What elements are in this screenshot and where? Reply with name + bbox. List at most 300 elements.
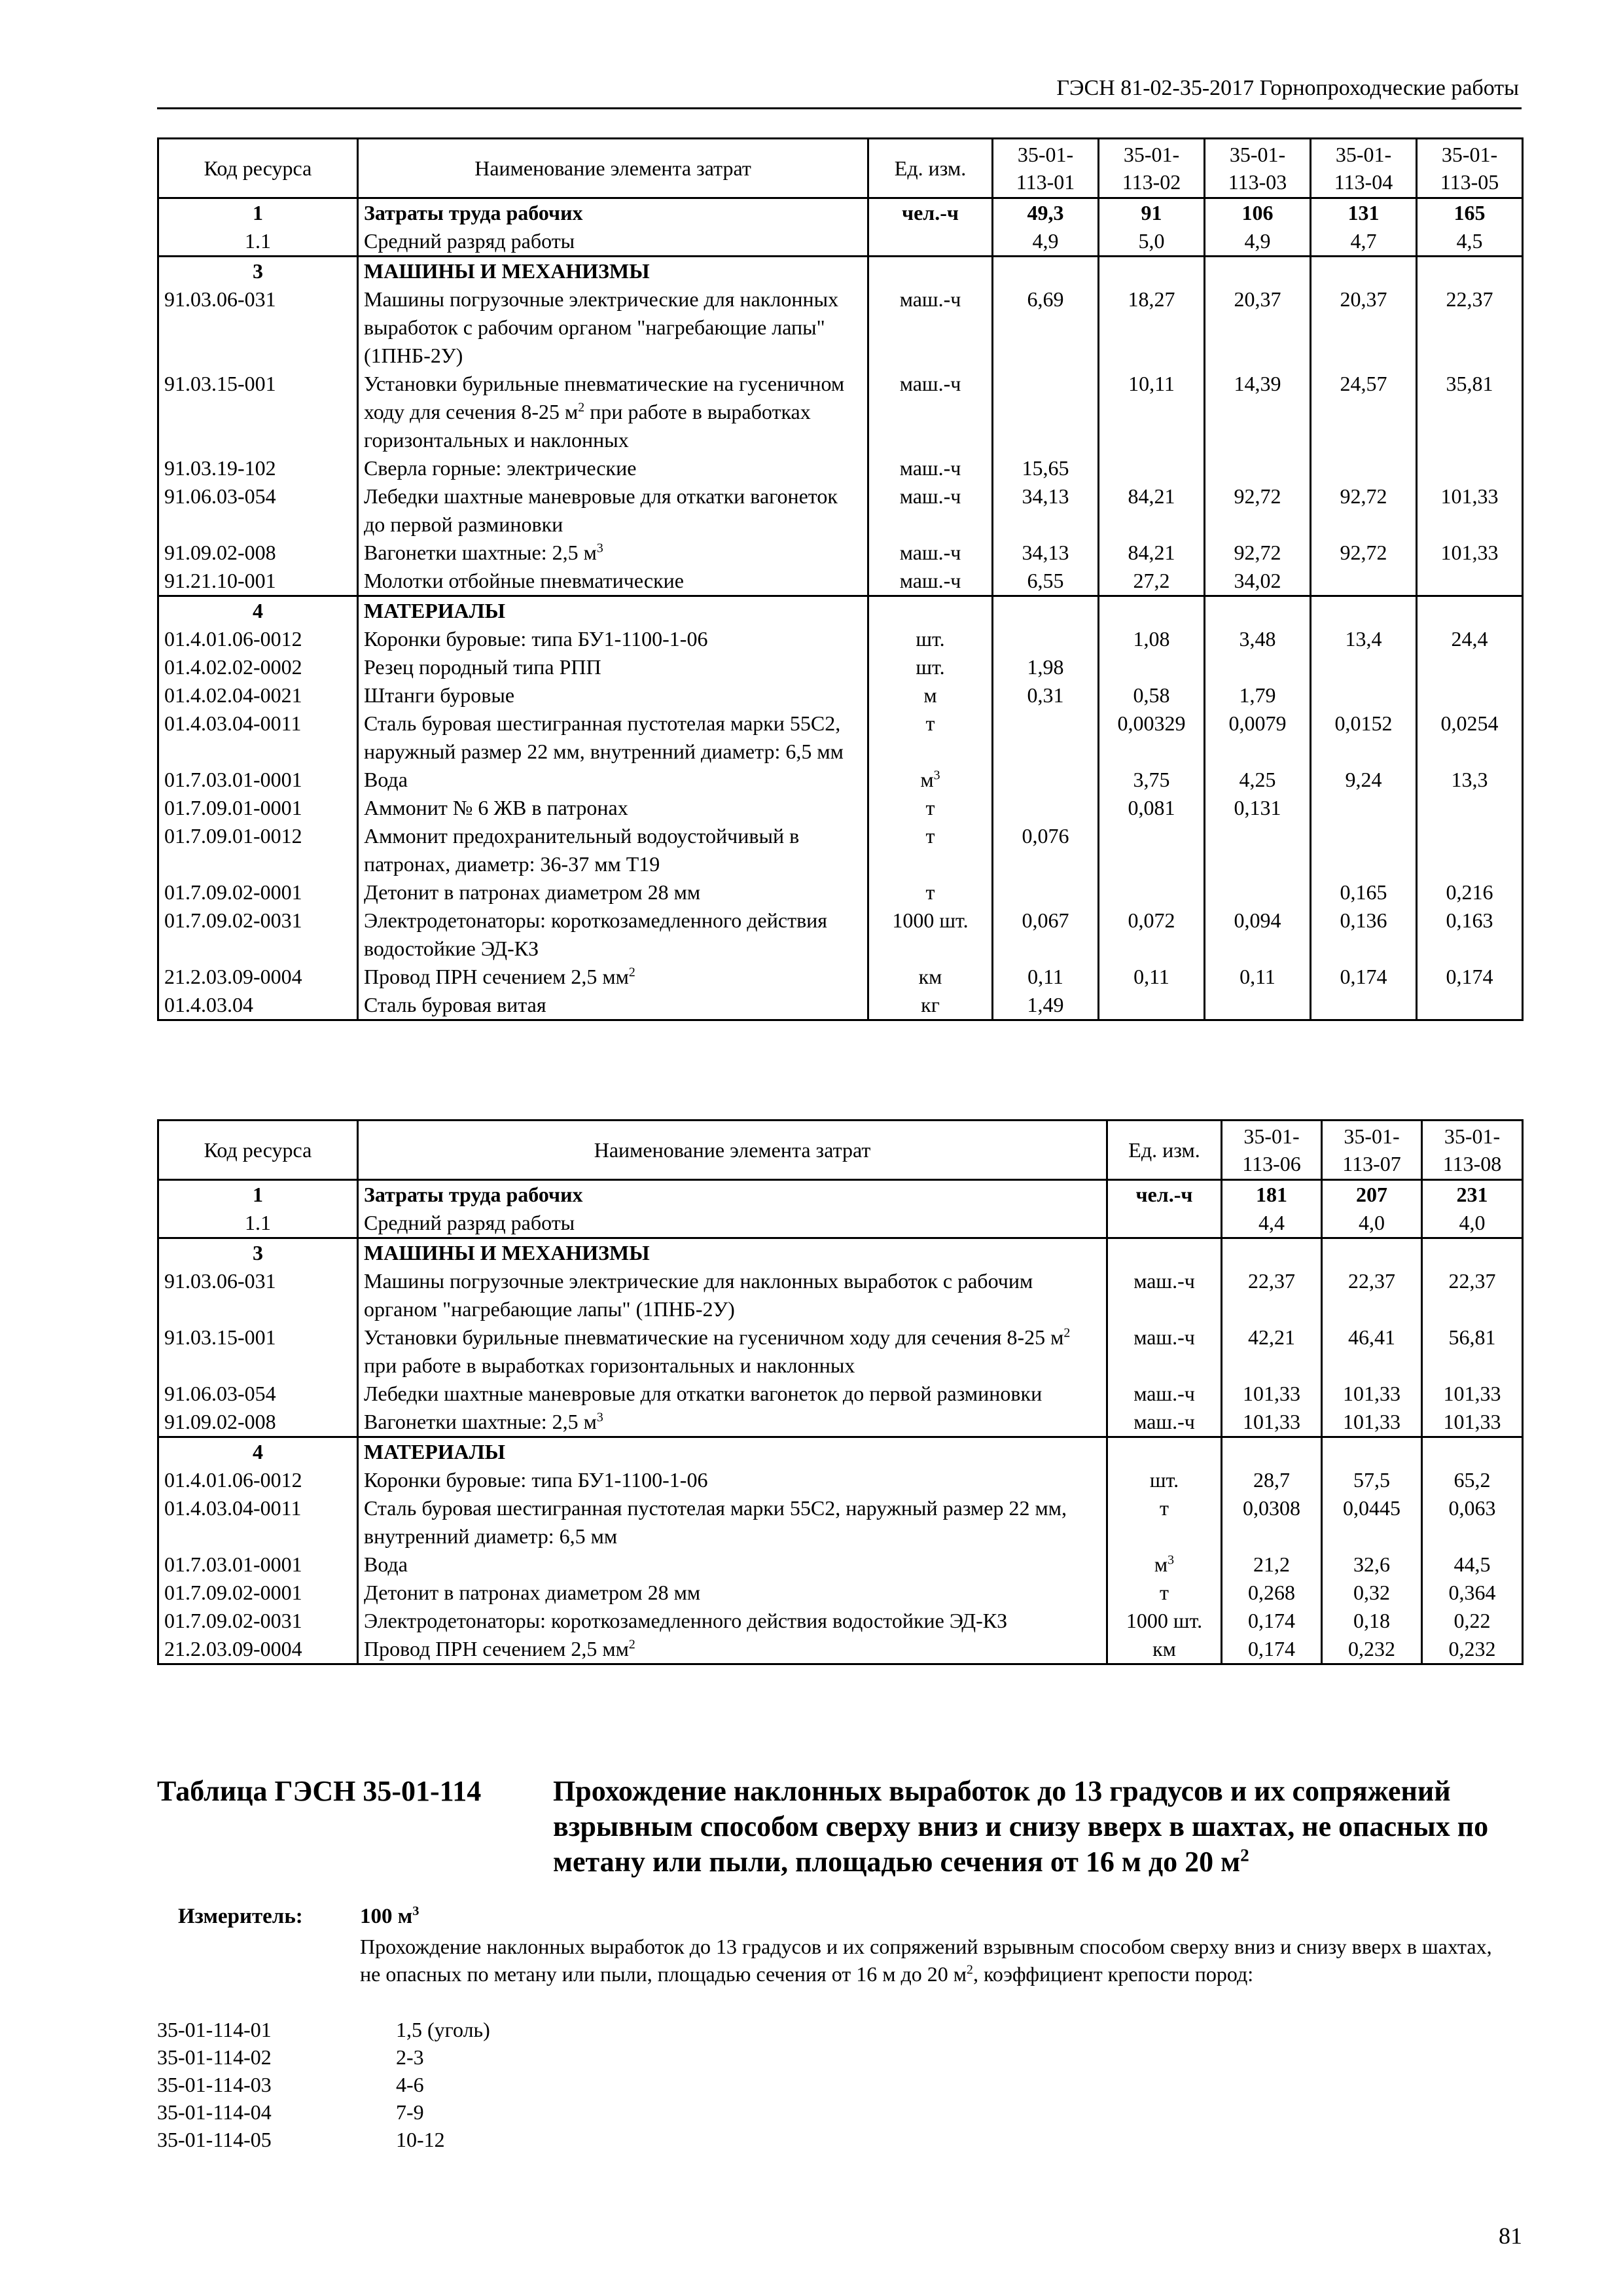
- rate-value: 34,02: [1205, 567, 1311, 596]
- column-header-rate: [1205, 139, 1311, 198]
- resource-unit: [1107, 1380, 1222, 1408]
- code-row: [157, 2043, 490, 2071]
- rate-value: 9,24: [1311, 766, 1417, 794]
- resource-code: 91.03.19-102: [158, 454, 358, 482]
- unit-text: шт.: [1149, 1468, 1179, 1492]
- table-row: [158, 1323, 1523, 1380]
- rate-code-part: 35-01-: [1441, 143, 1498, 166]
- resource-unit: [868, 370, 993, 454]
- strength-value: 7-9: [396, 2100, 424, 2124]
- rate-value: [1311, 567, 1417, 596]
- rate-value: 84,21: [1099, 482, 1205, 539]
- table-row: [158, 1209, 1523, 1238]
- resource-unit: [868, 709, 993, 766]
- table-row: [158, 963, 1523, 991]
- table-row: [158, 625, 1523, 653]
- rate-code: 35-01-114-01: [157, 2018, 272, 2041]
- rate-value: [993, 370, 1099, 454]
- resource-name-text: Средний разряд работы: [364, 229, 575, 253]
- rate-code-part: 35-01-: [1243, 1124, 1300, 1148]
- column-header-rate: [1322, 1121, 1422, 1180]
- resource-unit: [868, 766, 993, 794]
- resource-name-text: Коронки буровые: типа БУ1-1100-1-06: [364, 1468, 708, 1492]
- rate-value: 4,5: [1417, 227, 1523, 257]
- resource-unit: [868, 991, 993, 1020]
- resource-code: 1.1: [158, 1209, 358, 1238]
- unit-text: чел.-ч: [902, 201, 959, 224]
- rate-value: 0,136: [1311, 906, 1417, 963]
- unit-text: маш.-ч: [1133, 1382, 1195, 1405]
- superscript: 3: [596, 541, 603, 556]
- resource-unit: [868, 596, 993, 626]
- table-row: [158, 1380, 1523, 1408]
- rate-value: 101,33: [1417, 539, 1523, 567]
- resource-unit: [1107, 1267, 1222, 1323]
- rate-value: 101,33: [1322, 1380, 1422, 1408]
- rate-value: 3,75: [1099, 766, 1205, 794]
- resource-name: [358, 878, 868, 906]
- strength-value: 1,5 (уголь): [396, 2018, 490, 2041]
- resource-name: [358, 1635, 1107, 1664]
- resource-unit: [868, 625, 993, 653]
- resource-name: [358, 1408, 1107, 1437]
- table-row: [158, 198, 1523, 228]
- rate-value: 1,08: [1099, 625, 1205, 653]
- rate-value: 0,0152: [1311, 709, 1417, 766]
- resource-name-text: Лебедки шахтные маневровые для откатки вагонеток до первой разминовки: [364, 1382, 1043, 1405]
- strength-value: 2-3: [396, 2045, 424, 2069]
- resource-name: [358, 625, 868, 653]
- rate-value: [1099, 822, 1205, 878]
- rate-value: [993, 257, 1099, 286]
- resource-name-text: Детонит в патронах диаметром 28 мм: [364, 880, 701, 904]
- resource-name-text: Сталь буровая шестигранная пустотелая марки 55С2, наружный размер 22 мм, внутренний диаметр: 6,5 мм: [364, 1496, 1067, 1548]
- header-title: ГЭСН 81-02-35-2017 Горнопроходческие работы: [1056, 76, 1519, 100]
- rate-value: 0,063: [1422, 1494, 1523, 1551]
- resource-name: [358, 539, 868, 567]
- column-header-code: Код ресурса: [158, 1121, 358, 1180]
- resource-unit: [1107, 1494, 1222, 1551]
- rate-value: 0,165: [1311, 878, 1417, 906]
- resource-name-text: при работе в выработках горизонтальных и наклонных: [364, 1354, 855, 1377]
- resource-unit: [1107, 1466, 1222, 1494]
- resource-name: [358, 1267, 1107, 1323]
- resource-name: [358, 482, 868, 539]
- meter-label: Измеритель:: [178, 1905, 303, 1928]
- code-row: [157, 2071, 490, 2098]
- resource-code: 01.4.03.04-0011: [158, 1494, 358, 1551]
- rate-value: 0,11: [993, 963, 1099, 991]
- rate-value: [993, 625, 1099, 653]
- rate-value: [993, 709, 1099, 766]
- resource-name-text: Машины погрузочные электрические для наклонных выработок с рабочим органом "нагребающие лапы" (1ПНБ-2У): [364, 1269, 1033, 1321]
- rate-value: [993, 794, 1099, 822]
- table-row: [158, 794, 1523, 822]
- rate-value: [1417, 681, 1523, 709]
- rate-code-part: 35-01-: [1017, 143, 1074, 166]
- rate-value: [1322, 1238, 1422, 1268]
- resource-name: [358, 285, 868, 370]
- rate-value: [1417, 822, 1523, 878]
- superscript: 2: [628, 965, 635, 980]
- superscript: 2: [578, 400, 585, 415]
- rate-value: [1311, 822, 1417, 878]
- column-header-rate: [1222, 1121, 1322, 1180]
- rate-value: 20,37: [1205, 285, 1311, 370]
- rate-value: 165: [1417, 198, 1523, 228]
- rate-value: 34,13: [993, 539, 1099, 567]
- code-row: [157, 2098, 490, 2126]
- rate-value: 0,174: [1417, 963, 1523, 991]
- resource-code: 3: [158, 257, 358, 286]
- resource-name-text: Сверла горные: электрические: [364, 456, 637, 480]
- resource-name-text: Провод ПРН сечением 2,5 мм: [364, 1637, 629, 1660]
- rate-value: 21,2: [1222, 1551, 1322, 1579]
- rate-code-part: 35-01-: [1335, 143, 1392, 166]
- resource-name: [358, 596, 868, 626]
- rate-value: [1311, 681, 1417, 709]
- resource-code: 01.4.02.04-0021: [158, 681, 358, 709]
- table-label: Таблица ГЭСН 35-01-114: [157, 1775, 482, 1807]
- unit-text: маш.-ч: [899, 372, 961, 395]
- rate-value: [1311, 794, 1417, 822]
- rate-value: [1417, 257, 1523, 286]
- rate-value: 3,48: [1205, 625, 1311, 653]
- table-row: [158, 1551, 1523, 1579]
- rate-value: 1,49: [993, 991, 1099, 1020]
- resource-name-text: Электродетонаторы: короткозамедленного действия водостойкие ЭД-КЗ: [364, 908, 828, 960]
- resource-name-text: Затраты труда рабочих: [364, 1183, 583, 1206]
- rate-value: 4,0: [1422, 1209, 1523, 1238]
- column-header-name: Наименование элемента затрат: [358, 1121, 1107, 1180]
- rate-code: 35-01-114-03: [157, 2073, 272, 2096]
- rate-value: [1205, 257, 1311, 286]
- resource-unit: [868, 794, 993, 822]
- rate-value: 56,81: [1422, 1323, 1523, 1380]
- resource-code: 91.21.10-001: [158, 567, 358, 596]
- resource-unit: [1107, 1607, 1222, 1635]
- resource-table-2: [157, 1119, 1524, 1665]
- rate-value: [1311, 596, 1417, 626]
- rate-code-part: 113-08: [1442, 1152, 1502, 1175]
- rate-value: [1311, 653, 1417, 681]
- resource-name-text: Машины погрузочные электрические для наклонных выработок с рабочим органом "нагребающие лапы" (1ПНБ-2У): [364, 287, 839, 367]
- rate-value: 0,58: [1099, 681, 1205, 709]
- table-row: [158, 227, 1523, 257]
- resource-unit: [868, 198, 993, 228]
- resource-code: 91.03.06-031: [158, 1267, 358, 1323]
- table-row: [158, 285, 1523, 370]
- rate-value: [1417, 567, 1523, 596]
- rate-value: 49,3: [993, 198, 1099, 228]
- strength-value: 4-6: [396, 2073, 424, 2096]
- rate-value: 22,37: [1222, 1267, 1322, 1323]
- page-number: 81: [1499, 2223, 1522, 2249]
- rate-value: 0,131: [1205, 794, 1311, 822]
- column-header-rate: [1422, 1121, 1523, 1180]
- table-row: [158, 906, 1523, 963]
- resource-name: [358, 1494, 1107, 1551]
- rate-value: 0,081: [1099, 794, 1205, 822]
- unit-text: м: [1154, 1552, 1168, 1576]
- superscript: 3: [1168, 1552, 1175, 1568]
- rate-value: 0,11: [1205, 963, 1311, 991]
- rate-value: [1205, 822, 1311, 878]
- code-row: [157, 2126, 490, 2153]
- rate-value: 92,72: [1311, 539, 1417, 567]
- rate-value: 44,5: [1422, 1551, 1523, 1579]
- rate-value: 231: [1422, 1180, 1523, 1210]
- resource-code: 01.7.09.02-0001: [158, 1579, 358, 1607]
- meter-unit: 100 $м^3$: [360, 1904, 419, 1928]
- resource-code: 91.03.15-001: [158, 370, 358, 454]
- table-row: [158, 991, 1523, 1020]
- rate-value: 181: [1222, 1180, 1322, 1210]
- table-row: [158, 539, 1523, 567]
- resource-name: [358, 1466, 1107, 1494]
- unit-text: шт.: [916, 627, 945, 651]
- rate-value: 0,067: [993, 906, 1099, 963]
- rate-value: 0,268: [1222, 1579, 1322, 1607]
- resource-code: 91.06.03-054: [158, 482, 358, 539]
- rate-value: [1099, 991, 1205, 1020]
- rate-value: 4,4: [1222, 1209, 1322, 1238]
- table-row: [158, 1238, 1523, 1268]
- resource-unit: [868, 454, 993, 482]
- resource-name: [358, 257, 868, 286]
- resource-name-text: Сталь буровая шестигранная пустотелая марки 55С2, наружный размер 22 мм, внутренний диаметр: 6,5 мм: [364, 711, 844, 763]
- resource-name-text: МАШИНЫ И МЕХАНИЗМЫ: [364, 259, 650, 283]
- resource-code: 01.4.03.04: [158, 991, 358, 1020]
- rate-value: 101,33: [1422, 1408, 1523, 1437]
- resource-unit: [1107, 1209, 1222, 1238]
- resource-name-text: МАТЕРИАЛЫ: [364, 1440, 505, 1463]
- rate-value: [1417, 454, 1523, 482]
- resource-unit: [868, 539, 993, 567]
- resource-unit: [1107, 1238, 1222, 1268]
- superscript: 3: [596, 1410, 603, 1425]
- table-row: [158, 1635, 1523, 1664]
- rate-value: 4,7: [1311, 227, 1417, 257]
- unit-text: маш.-ч: [899, 456, 961, 480]
- column-header-unit: Ед. изм.: [868, 139, 993, 198]
- resource-name: [358, 1180, 1107, 1210]
- resource-unit: [868, 567, 993, 596]
- superscript: 2: [628, 1637, 635, 1652]
- resource-name-text: Сталь буровая витая: [364, 993, 546, 1016]
- resource-code: 4: [158, 1437, 358, 1467]
- rate-value: 5,0: [1099, 227, 1205, 257]
- rate-value: 57,5: [1322, 1466, 1422, 1494]
- rate-value: 0,163: [1417, 906, 1523, 963]
- resource-name-text: Лебедки шахтные маневровые для откатки вагонеток до первой разминовки: [364, 484, 838, 536]
- table-row: [158, 1408, 1523, 1437]
- rate-value: 18,27: [1099, 285, 1205, 370]
- rate-value: 46,41: [1322, 1323, 1422, 1380]
- rate-value: [1222, 1437, 1322, 1467]
- resource-code: 01.4.01.06-0012: [158, 625, 358, 653]
- rate-value: 207: [1322, 1180, 1422, 1210]
- unit-text: кг: [921, 993, 940, 1016]
- rate-value: [1417, 596, 1523, 626]
- unit-text: т: [1160, 1496, 1169, 1520]
- column-header-rate: [1099, 139, 1205, 198]
- rate-code-part: 35-01-: [1229, 143, 1286, 166]
- resource-name: [358, 1238, 1107, 1268]
- rate-value: [993, 596, 1099, 626]
- rate-value: 4,9: [993, 227, 1099, 257]
- rate-value: 1,98: [993, 653, 1099, 681]
- unit-text: маш.-ч: [1133, 1410, 1195, 1433]
- rate-value: 24,4: [1417, 625, 1523, 653]
- rate-value: 91: [1099, 198, 1205, 228]
- resource-code: 21.2.03.09-0004: [158, 1635, 358, 1664]
- table-row: [158, 1494, 1523, 1551]
- resource-name-text: Вагонетки шахтные: 2,5 м: [364, 541, 597, 564]
- table-row: [158, 370, 1523, 454]
- resource-unit: [868, 257, 993, 286]
- rate-code-part: 113-05: [1440, 170, 1499, 194]
- resource-name-text: Средний разряд работы: [364, 1211, 575, 1234]
- table-row: [158, 822, 1523, 878]
- rate-value: 92,72: [1205, 482, 1311, 539]
- resource-name: [358, 567, 868, 596]
- column-header-rate: [1311, 139, 1417, 198]
- unit-text: 1000 шт.: [1126, 1609, 1203, 1632]
- unit-text: маш.-ч: [1133, 1325, 1195, 1349]
- rate-value: [1311, 257, 1417, 286]
- unit-text: чел.-ч: [1135, 1183, 1193, 1206]
- code-list: [157, 2016, 490, 2153]
- rate-value: [1311, 991, 1417, 1020]
- resource-code: 21.2.03.09-0004: [158, 963, 358, 991]
- header-row: [158, 139, 1523, 198]
- rate-code-part: 113-02: [1122, 170, 1181, 194]
- rate-value: 0,232: [1422, 1635, 1523, 1664]
- resource-name: [358, 794, 868, 822]
- rate-value: [993, 766, 1099, 794]
- rate-value: 22,37: [1422, 1267, 1523, 1323]
- unit-text: т: [925, 711, 935, 735]
- resource-code: 01.7.03.01-0001: [158, 1551, 358, 1579]
- running-header: [157, 73, 1522, 109]
- rate-value: [1322, 1437, 1422, 1467]
- resource-name-text: Электродетонаторы: короткозамедленного действия водостойкие ЭД-КЗ: [364, 1609, 1008, 1632]
- resource-unit: [1107, 1408, 1222, 1437]
- rate-value: [1205, 991, 1311, 1020]
- resource-name-text: Вагонетки шахтные: 2,5 м: [364, 1410, 597, 1433]
- rate-value: 0,0079: [1205, 709, 1311, 766]
- unit-text: т: [925, 824, 935, 848]
- resource-name: [358, 653, 868, 681]
- unit-text: км: [918, 965, 942, 988]
- rate-value: 6,69: [993, 285, 1099, 370]
- resource-unit: [868, 963, 993, 991]
- rate-value: 15,65: [993, 454, 1099, 482]
- rate-value: 4,25: [1205, 766, 1311, 794]
- column-header-rate: [993, 139, 1099, 198]
- rate-value: 0,076: [993, 822, 1099, 878]
- rate-value: [1422, 1437, 1523, 1467]
- rate-value: [1311, 454, 1417, 482]
- strength-value: 10-12: [396, 2128, 445, 2151]
- table-row: [158, 1607, 1523, 1635]
- rate-value: 32,6: [1322, 1551, 1422, 1579]
- rate-value: 1,79: [1205, 681, 1311, 709]
- table-row: [158, 1437, 1523, 1467]
- resource-name-text: Затраты труда рабочих: [364, 201, 583, 224]
- rate-value: 101,33: [1417, 482, 1523, 539]
- unit-text: шт.: [916, 655, 945, 679]
- rate-value: 0,18: [1322, 1607, 1422, 1635]
- rate-value: 34,13: [993, 482, 1099, 539]
- rate-value: [1099, 878, 1205, 906]
- unit-text: маш.-ч: [1133, 1269, 1195, 1293]
- rate-code-part: 35-01-: [1344, 1124, 1400, 1148]
- resource-name-text: при работе в выработках горизонтальных и наклонных: [364, 400, 811, 452]
- resource-name-text: Детонит в патронах диаметром 28 мм: [364, 1581, 701, 1604]
- resource-code: 1: [158, 198, 358, 228]
- rate-value: 13,3: [1417, 766, 1523, 794]
- rate-value: 28,7: [1222, 1466, 1322, 1494]
- resource-name-text: МАШИНЫ И МЕХАНИЗМЫ: [364, 1241, 650, 1265]
- rate-value: [993, 878, 1099, 906]
- resource-name-text: Аммонит предохранительный водоустойчивый в патронах, диаметр: 36-37 мм Т19: [364, 824, 800, 876]
- resource-name: [358, 198, 868, 228]
- resource-unit: [868, 906, 993, 963]
- resource-name-text: Вода: [364, 1552, 408, 1576]
- resource-code: 01.4.01.06-0012: [158, 1466, 358, 1494]
- table-title: Прохождение наклонных выработок до 13 градусов и их сопряжений взрывным способом сверху вниз и снизу вверх в шахтах, не опасных по метану или пыли, площадью сечения от 16 м до 20 $м^2$: [553, 1775, 1489, 1878]
- unit-text: маш.-ч: [899, 287, 961, 311]
- rate-value: 0,0308: [1222, 1494, 1322, 1551]
- rate-value: 10,11: [1099, 370, 1205, 454]
- resource-code: 01.4.02.02-0002: [158, 653, 358, 681]
- unit-text: т: [925, 880, 935, 904]
- table-row: [158, 766, 1523, 794]
- rate-value: 0,0445: [1322, 1494, 1422, 1551]
- resource-name: [358, 1209, 1107, 1238]
- rate-value: 0,11: [1099, 963, 1205, 991]
- resource-table-1: [157, 137, 1524, 1021]
- column-header-rate: [1417, 139, 1523, 198]
- unit-text: 1000 шт.: [892, 908, 969, 932]
- rate-value: 101,33: [1222, 1408, 1322, 1437]
- resource-code: 1.1: [158, 227, 358, 257]
- rate-value: 6,55: [993, 567, 1099, 596]
- resource-code: 01.4.03.04-0011: [158, 709, 358, 766]
- rate-value: 4,9: [1205, 227, 1311, 257]
- resource-name: [358, 822, 868, 878]
- rate-value: [1099, 596, 1205, 626]
- rate-value: 84,21: [1099, 539, 1205, 567]
- table-row: [158, 1579, 1523, 1607]
- rate-value: [1205, 653, 1311, 681]
- resource-name-text: Резец породный типа РПП: [364, 655, 601, 679]
- rate-value: 0,232: [1322, 1635, 1422, 1664]
- rate-value: [1417, 653, 1523, 681]
- rate-value: 0,31: [993, 681, 1099, 709]
- rate-code-part: 35-01-: [1444, 1124, 1501, 1148]
- resource-unit: [868, 878, 993, 906]
- resource-name: [358, 991, 868, 1020]
- resource-name: [358, 227, 868, 257]
- resource-name: [358, 766, 868, 794]
- resource-name: [358, 1607, 1107, 1635]
- rate-value: 0,216: [1417, 878, 1523, 906]
- rate-value: [1205, 878, 1311, 906]
- resource-name: [358, 1579, 1107, 1607]
